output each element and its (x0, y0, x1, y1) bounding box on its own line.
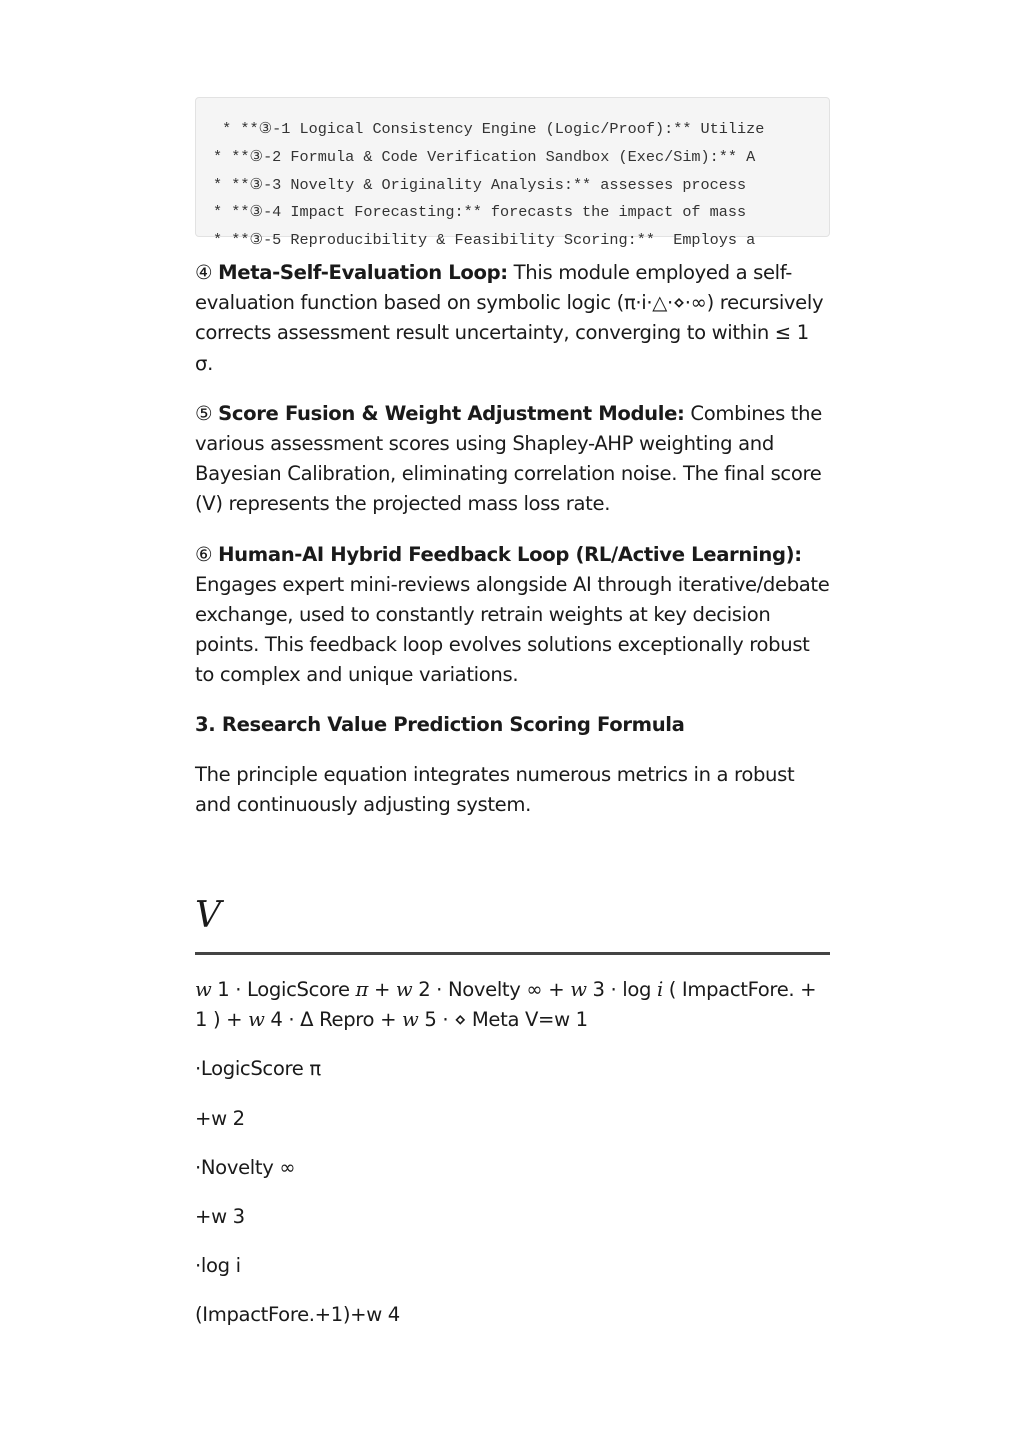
code-line: * **③-1 Logical Consistency Engine (Logic/Proof):** Utilize (213, 120, 765, 138)
meta-self-evaluation-paragraph (195, 258, 830, 379)
section-title: Score Fusion & Weight Adjustment Module: (218, 401, 685, 425)
code-line: * **③-3 Novelty & Originality Analysis:** assesses process (213, 175, 747, 194)
section-body: Combines the various assessment scores using Shapley-AHP weighting and Bayesian Calibration, eliminating correlation noise. The final score (V) represents the projected mass loss rate. (195, 401, 822, 516)
i-symbol: i (656, 978, 663, 1002)
section-marker: ⑥ (195, 542, 213, 566)
code-line: * **③-4 Impact Forecasting:** forecasts the impact of mass (213, 203, 747, 222)
formula-fragment: ·Novelty ∞ (195, 1155, 296, 1179)
formula-fragment: ·log i (195, 1254, 241, 1278)
pi-symbol: π (355, 978, 369, 1002)
weight-symbol: w (395, 978, 413, 1002)
code-block (195, 97, 830, 250)
score-fusion-paragraph (195, 399, 830, 520)
formula-expression: w 1 · LogicScore π + w 2 · Novelty ∞ + w 3 · log i ( ImpactFore. + 1 ) + w 4 · Δ Repro + w 5 · ⋄ Meta V=w 1 (195, 978, 817, 1032)
section-body: This module employed a self-evaluation function based on symbolic logic (π·i·△·⋄·∞) recursively corrects assessment result uncertainty, converging to within ≤ 1 σ. (195, 261, 824, 375)
code-line: * **③-5 Reproducibility & Feasibility Scoring:** Employs a (213, 231, 756, 250)
weight-symbol: w (402, 1008, 419, 1032)
section-title: Human-AI Hybrid Feedback Loop (RL/Active Learning): (218, 542, 802, 566)
document-page (195, 97, 830, 1331)
section-body: Engages expert mini-reviews alongside AI through iterative/debate exchange, used to constantly retrain weights at key decision points. This feedback loop evolves solutions exceptionally robust to complex and unique variations. (195, 572, 830, 687)
section-marker: ⑤ (195, 401, 213, 425)
formula-numerator: V (195, 895, 221, 937)
formula-fragment: (ImpactFore.+1)+w 4 (195, 1303, 400, 1327)
section-marker: ④ (195, 261, 213, 284)
weight-symbol: w (570, 978, 587, 1002)
weight-symbol: w (195, 978, 212, 1002)
code-line: * **③-2 Formula & Code Verification Sandbox (Exec/Sim):** A (213, 147, 756, 166)
fraction-rule (195, 952, 830, 955)
intro-paragraph: The principle equation integrates numerous metrics in a robust and continuously adjusting system. (195, 762, 795, 816)
weight-symbol: w (248, 1008, 265, 1032)
section-heading: 3. Research Value Prediction Scoring Formula (195, 712, 685, 736)
formula-fragment: +w 3 (195, 1205, 245, 1229)
formula-fragment: +w 2 (195, 1106, 245, 1130)
formula-fragment: ·LogicScore π (195, 1057, 321, 1081)
hybrid-feedback-paragraph (195, 540, 830, 691)
section-title: Meta-Self-Evaluation Loop: (218, 261, 508, 284)
